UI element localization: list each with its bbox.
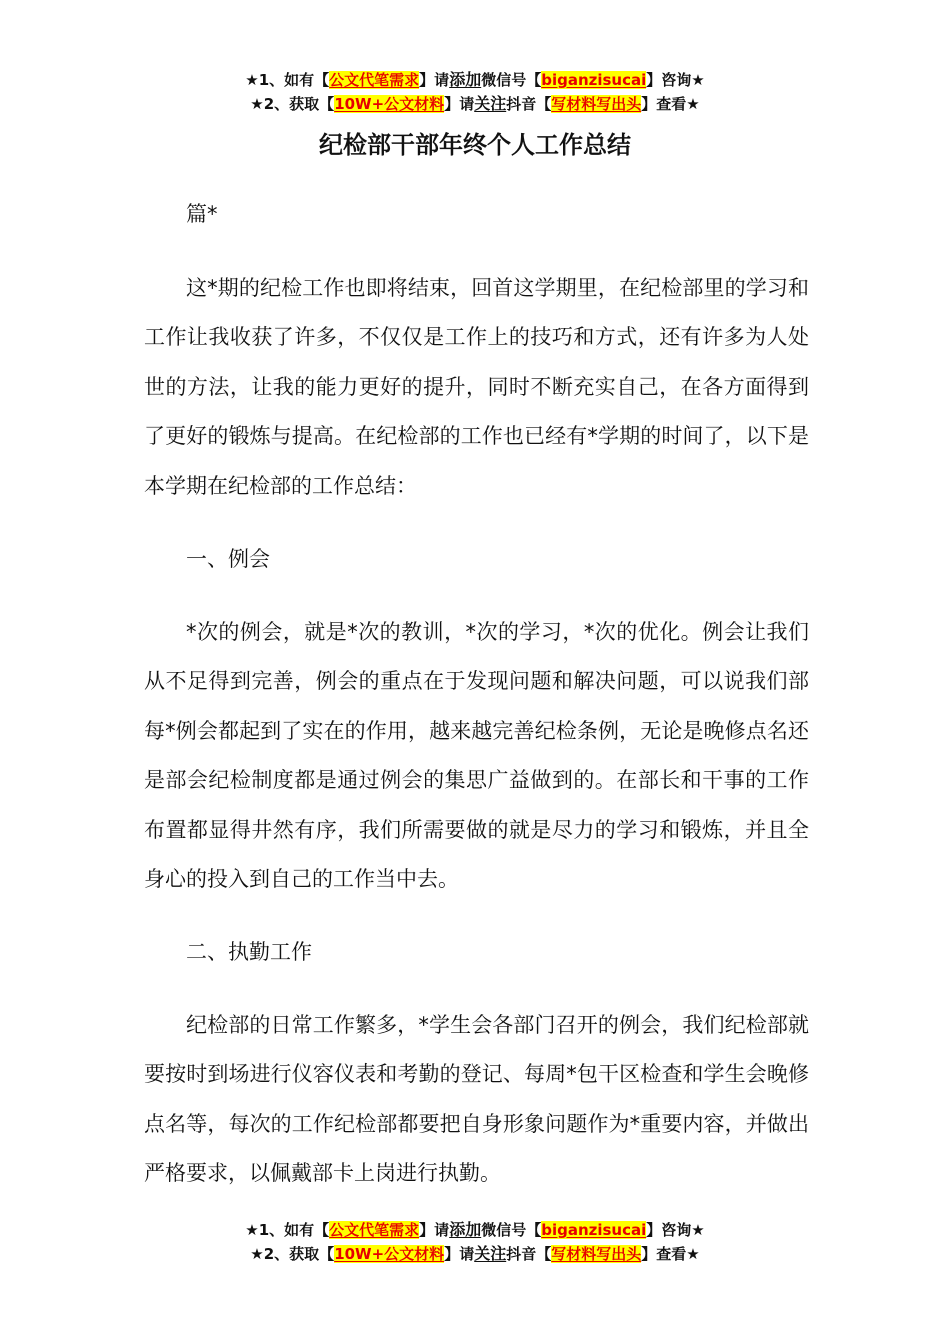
- banner-text: 】查看★: [641, 95, 700, 113]
- duty-work-paragraph: 纪检部的日常工作繁多，*学生会各部门召开的例会，我们纪检部就要按时到场进行仪容仪表和考勤的登记、每周*包干区检查和学生会晚修点名等，每次的工作纪检部都要把自身形象问题作为*重要内容，并做出严格要求，以佩戴部卡上岗进行执勤。: [144, 1013, 809, 1186]
- banner-highlight: 10W+公文材料: [334, 95, 445, 113]
- banner-text: ★2、获取【: [250, 95, 335, 113]
- banner-line-2: [0, 1242, 950, 1266]
- heading-meetings: 一、例会: [186, 547, 270, 571]
- banner-text: 】请: [419, 71, 450, 89]
- banner-text: 】请: [419, 1221, 450, 1239]
- banner-highlight: 10W+公文材料: [334, 1245, 445, 1263]
- banner-highlight: 写材料写出头: [551, 95, 642, 113]
- banner-text: 抖音【: [506, 1245, 552, 1263]
- banner-text: 】请: [444, 95, 475, 113]
- banner-highlight: biganzisucai: [541, 1221, 647, 1239]
- banner-underlined-text: 关注: [474, 1244, 507, 1263]
- banner-underlined-text: 添加: [449, 1220, 482, 1239]
- banner-highlight: biganzisucai: [541, 71, 647, 89]
- banner-underlined-text: 添加: [449, 70, 482, 89]
- banner-line-1: [0, 1218, 950, 1242]
- top-banner: [0, 68, 950, 116]
- banner-text: 】咨询★: [646, 71, 705, 89]
- banner-line-2: [0, 92, 950, 116]
- heading-duty-work: 二、执勤工作: [186, 940, 312, 964]
- banner-text: ★1、如有【: [245, 1221, 330, 1239]
- banner-text: 微信号【: [481, 1221, 542, 1239]
- banner-text: 微信号【: [481, 71, 542, 89]
- intro-paragraph: 这*期的纪检工作也即将结束，回首这学期里，在纪检部里的学习和工作让我收获了许多，不仅仅是工作上的技巧和方式，还有许多为人处世的方法，让我的能力更好的提升，同时不断充实自己，在各方面得到了更好的锻炼与提高。在纪检部的工作也已经有*学期的时间了，以下是本学期在纪检部的工作总结：: [144, 276, 809, 498]
- section-label: 篇*: [186, 202, 218, 226]
- banner-highlight: 公文代笔需求: [329, 71, 420, 89]
- document-title: 纪检部干部年终个人工作总结: [319, 131, 631, 159]
- banner-text: ★1、如有【: [245, 71, 330, 89]
- banner-text: 】咨询★: [646, 1221, 705, 1239]
- banner-line-1: [0, 68, 950, 92]
- banner-underlined-text: 关注: [474, 94, 507, 113]
- banner-text: 】查看★: [641, 1245, 700, 1263]
- bottom-banner: [0, 1218, 950, 1266]
- banner-highlight: 写材料写出头: [551, 1245, 642, 1263]
- banner-text: 抖音【: [506, 95, 552, 113]
- banner-text: 】请: [444, 1245, 475, 1263]
- banner-text: ★2、获取【: [250, 1245, 335, 1263]
- meetings-paragraph: *次的例会，就是*次的教训，*次的学习，*次的优化。例会让我们从不足得到完善，例会的重点在于发现问题和解决问题，可以说我们部每*例会都起到了实在的作用，越来越完善纪检条例，无论是晚修点名还是部会纪检制度都是通过例会的集思广益做到的。在部长和干事的工作布置都显得井然有序，我们所需要做的就是尽力的学习和锻炼，并且全身心的投入到自己的工作当中去。: [144, 620, 809, 892]
- banner-highlight: 公文代笔需求: [329, 1221, 420, 1239]
